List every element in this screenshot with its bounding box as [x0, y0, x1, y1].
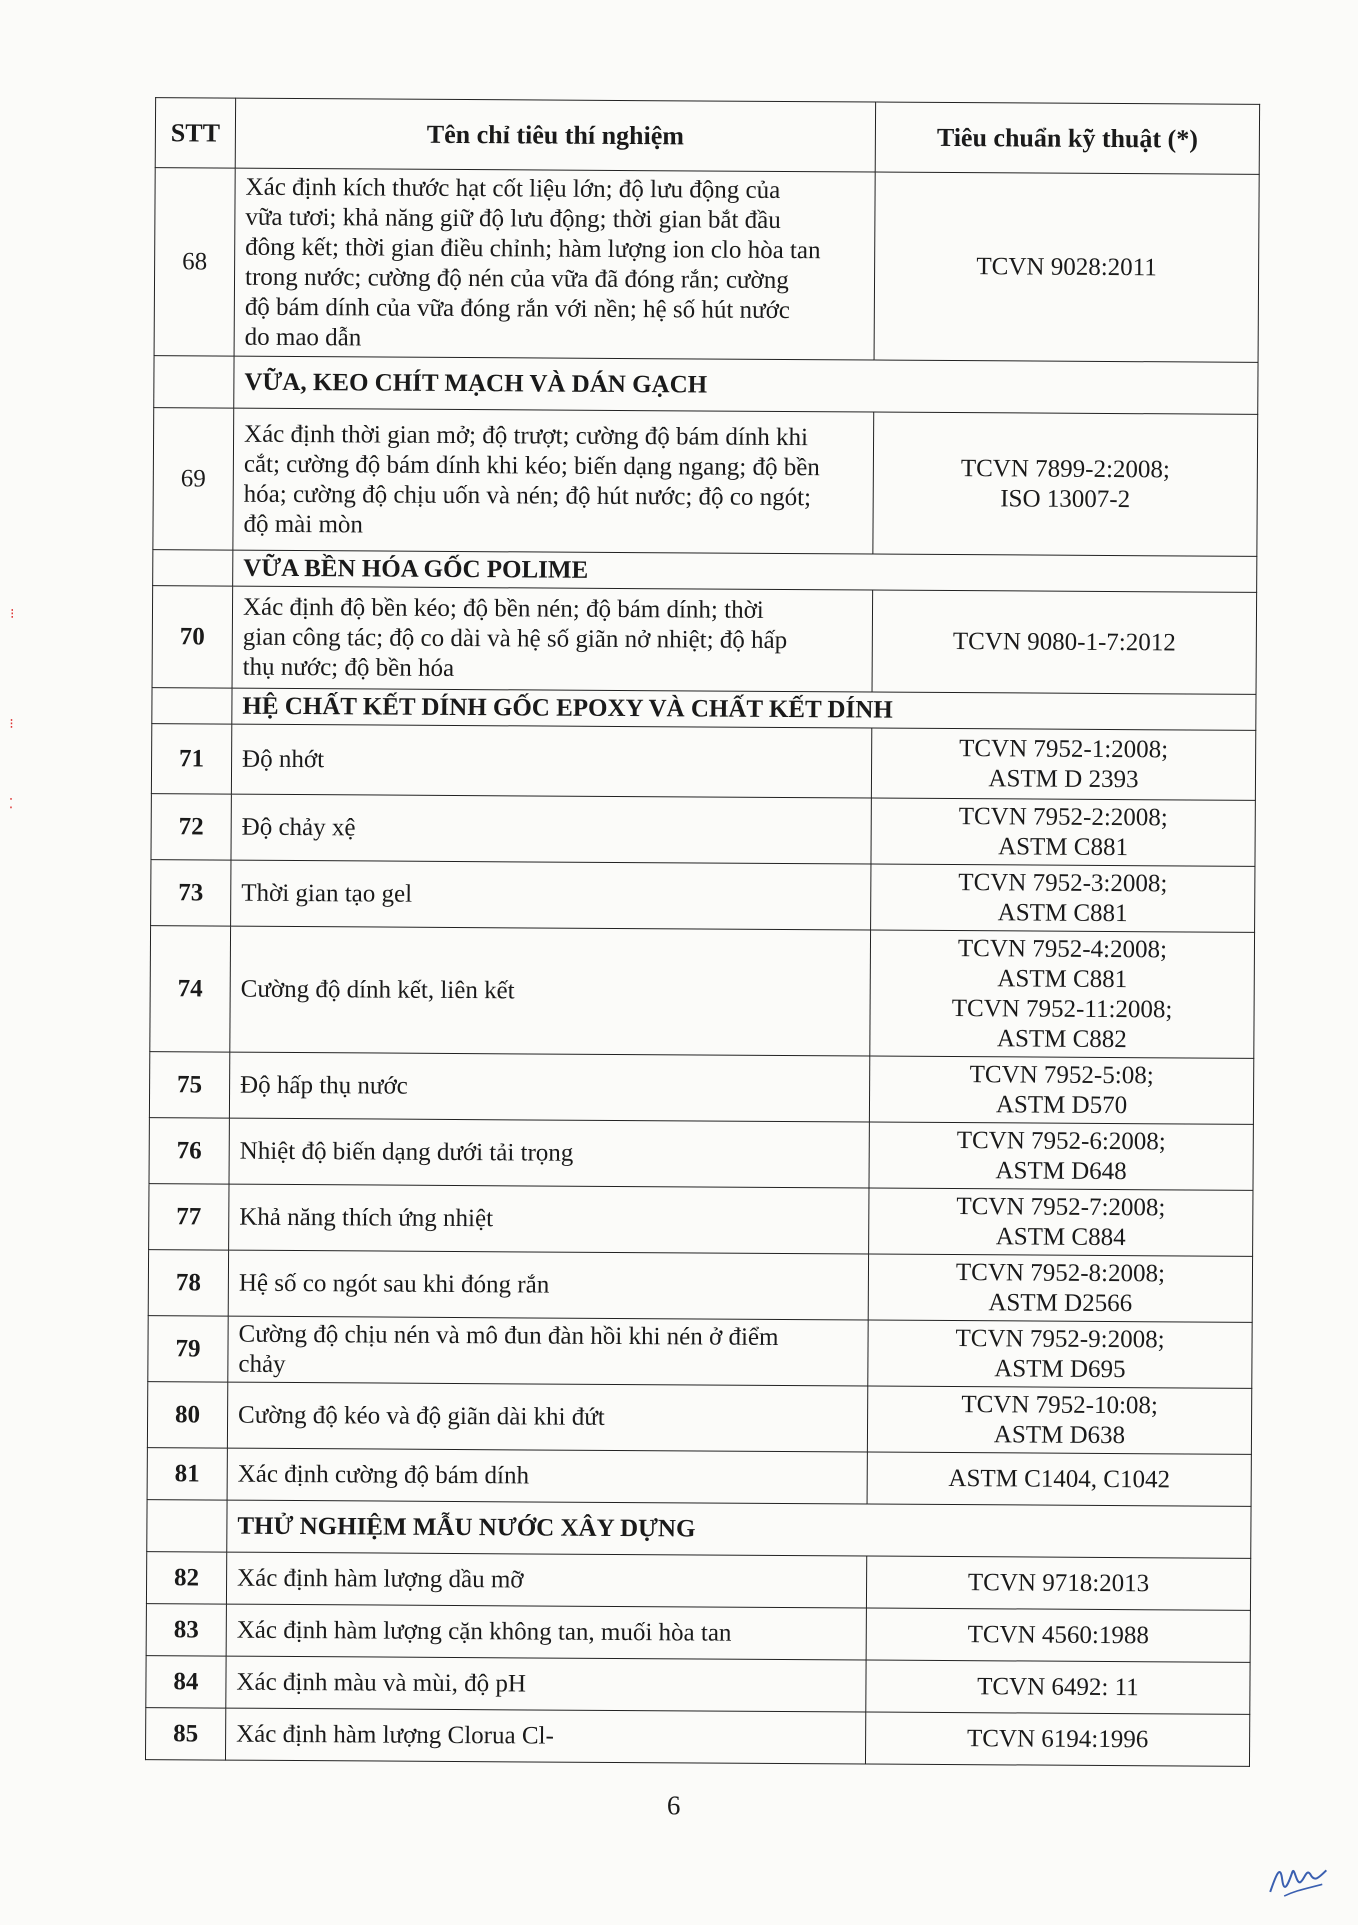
test-name-line: Cường độ dính kết, liên kết	[240, 975, 515, 1004]
test-name-line: độ mài mòn	[243, 510, 364, 538]
row-number: 70	[152, 586, 233, 688]
row-number: 74	[150, 926, 231, 1052]
test-name-cell	[226, 1656, 866, 1712]
standard-line: TCVN 4560:1988	[967, 1620, 1149, 1649]
standard-line: ASTM D570	[995, 1090, 1128, 1119]
standard-cell	[872, 590, 1257, 694]
table-row	[146, 1604, 1250, 1663]
standard-line: TCVN 9028:2011	[976, 252, 1157, 281]
test-name-cell	[228, 1250, 868, 1320]
test-name-line: Độ chảy xệ	[241, 813, 356, 841]
standard-line: TCVN 7952-1:2008;	[959, 734, 1169, 763]
row-number: 82	[146, 1552, 226, 1604]
table-row	[153, 408, 1258, 557]
standard-line: TCVN 6194:1996	[966, 1724, 1149, 1753]
test-name-cell	[225, 1708, 865, 1764]
standard-cell	[870, 930, 1255, 1058]
row-number: 72	[151, 794, 231, 860]
table-row	[150, 926, 1255, 1059]
standard-cell	[869, 1056, 1253, 1124]
standard-cell	[866, 1556, 1250, 1610]
test-name-cell	[226, 1552, 866, 1608]
test-name-line: Xác định hàm lượng dầu mỡ	[237, 1564, 524, 1593]
test-name-line: chảy	[238, 1350, 286, 1378]
standard-line: ASTM D638	[993, 1420, 1126, 1449]
standard-line: ASTM D2566	[988, 1288, 1133, 1317]
test-name-cell	[227, 1448, 867, 1504]
table-row	[151, 724, 1255, 801]
margin-mark: ⁝	[9, 607, 15, 623]
row-number: 83	[146, 1604, 226, 1656]
standard-line: TCVN 7952-8:2008;	[955, 1258, 1166, 1287]
standard-cell	[871, 798, 1255, 866]
table-row	[154, 168, 1259, 363]
standard-line: ASTM C881	[998, 832, 1129, 861]
standard-line: ASTM C1404, C1042	[948, 1464, 1171, 1493]
page-number: 6	[666, 1790, 681, 1821]
test-name-line: Xác định thời gian mở; độ trượt; cường độ bám dính khi	[244, 420, 809, 451]
test-name-cell	[231, 794, 871, 864]
test-name-cell	[233, 408, 874, 554]
standard-cell	[868, 1320, 1252, 1388]
standard-line: TCVN 7899-2:2008;	[960, 454, 1170, 483]
standard-cell	[871, 728, 1255, 800]
test-name-cell	[232, 586, 873, 692]
standard-line: ASTM D648	[995, 1156, 1127, 1185]
test-name-line: Xác định màu và mùi, độ pH	[236, 1668, 527, 1697]
table-row	[152, 586, 1257, 695]
standard-cell	[873, 412, 1258, 556]
standard-line: TCVN 7952-6:2008;	[956, 1126, 1166, 1155]
standard-line: TCVN 7952-2:2008;	[958, 802, 1168, 831]
row-number: 78	[148, 1250, 228, 1316]
test-name-cell	[226, 1604, 866, 1660]
standard-cell	[868, 1254, 1252, 1322]
section-title: HỆ CHẤT KẾT DÍNH GỐC EPOXY VÀ CHẤT KẾT DÍNH	[232, 688, 1256, 730]
test-name-line: Xác định độ bền kéo; độ bền nén; độ bám dính; thời	[242, 593, 764, 624]
table-row	[145, 1708, 1249, 1767]
test-name-cell	[230, 926, 871, 1056]
row-number: 69	[153, 408, 234, 550]
header-test-name: Tên chỉ tiêu thí nghiệm	[235, 98, 875, 172]
test-name-line: do mao dẫn	[244, 323, 362, 351]
table-row	[147, 1448, 1251, 1507]
standard-line: TCVN 7952-7:2008;	[956, 1192, 1166, 1221]
standard-cell	[871, 864, 1255, 932]
test-name-cell	[229, 1184, 869, 1254]
row-number: 76	[149, 1118, 229, 1184]
test-name-line: hóa; cường độ chịu uốn và nén; độ hút nước; độ co ngót;	[243, 480, 812, 511]
row-number: 73	[151, 860, 231, 926]
test-name-line: Nhiệt độ biến dạng dưới tải trọng	[239, 1137, 574, 1167]
table-row	[147, 1382, 1251, 1455]
row-number: 77	[149, 1184, 229, 1250]
row-number: 68	[154, 168, 235, 356]
standard-cell	[869, 1122, 1253, 1190]
row-number: 71	[151, 724, 231, 794]
test-name-line: độ bám dính của vữa đóng rắn với nền; hệ số hút nước	[244, 293, 791, 324]
standard-line: TCVN 7952-9:2008;	[955, 1324, 1165, 1353]
standard-cell	[865, 1712, 1249, 1766]
standard-line: TCVN 9718:2013	[967, 1568, 1150, 1597]
section-row	[154, 356, 1258, 415]
row-number: 75	[149, 1052, 229, 1118]
test-name-line: Độ hấp thụ nước	[240, 1071, 408, 1100]
row-number: 80	[147, 1382, 227, 1448]
table-header-row	[155, 98, 1259, 175]
test-name-line: Khả năng thích ứng nhiệt	[239, 1203, 494, 1232]
section-title: THỬ NGHIỆM MẪU NƯỚC XÂY DỰNG	[227, 1500, 1251, 1558]
test-name-line: cắt; cường độ bám dính khi kéo; biến dạng ngang; độ bền	[243, 450, 820, 481]
table-row	[148, 1250, 1252, 1323]
standard-line: ASTM C881	[997, 898, 1128, 927]
table-body	[145, 168, 1259, 1767]
table-row	[151, 860, 1255, 933]
section-title: VỮA, KEO CHÍT MẠCH VÀ DÁN GẠCH	[234, 356, 1258, 414]
standard-line: ASTM C882	[996, 1024, 1127, 1053]
row-number: 85	[145, 1708, 225, 1760]
test-name-line: Xác định cường độ bám dính	[237, 1460, 530, 1489]
row-number: 81	[147, 1448, 227, 1500]
table-row	[148, 1316, 1252, 1389]
margin-mark: ⁝	[9, 717, 14, 733]
standard-cell	[874, 172, 1259, 362]
standard-cell	[869, 1188, 1253, 1256]
standard-line: TCVN 7952-3:2008;	[958, 868, 1168, 897]
section-stt-empty	[153, 550, 233, 586]
test-name-cell	[234, 168, 875, 360]
test-name-line: gian công tác; độ co dài và hệ số giãn nở nhiệt; độ hấp	[242, 623, 788, 654]
signature-mark	[1262, 1854, 1332, 1904]
standard-cell	[867, 1452, 1251, 1506]
section-stt-empty	[152, 688, 232, 724]
standard-line: ASTM C881	[997, 964, 1128, 993]
standard-line: TCVN 7952-5:08;	[969, 1060, 1154, 1089]
test-name-cell	[229, 1118, 869, 1188]
standard-line: ASTM D695	[994, 1354, 1126, 1383]
test-name-cell	[229, 1052, 869, 1122]
table-row	[149, 1184, 1253, 1257]
test-name-line: Độ nhớt	[242, 745, 325, 773]
test-name-cell	[231, 724, 871, 798]
row-number: 79	[148, 1316, 228, 1382]
header-technical-standard: Tiêu chuẩn kỹ thuật (*)	[875, 102, 1259, 174]
test-name-cell	[227, 1382, 867, 1452]
margin-mark: ⁚	[8, 797, 14, 813]
standard-line: ASTM D 2393	[988, 764, 1139, 793]
table-row	[149, 1052, 1253, 1125]
row-number: 84	[146, 1656, 226, 1708]
standard-line: TCVN 6492: 11	[977, 1672, 1139, 1701]
standard-line: TCVN 9080-1-7:2012	[952, 627, 1176, 656]
test-name-line: Xác định kích thước hạt cốt liệu lớn; độ lưu động của	[245, 173, 781, 204]
section-row	[147, 1500, 1251, 1559]
header-stt: STT	[155, 98, 235, 168]
test-standards-table	[145, 97, 1260, 1767]
test-name-cell	[231, 860, 871, 930]
section-stt-empty	[154, 356, 234, 408]
standard-line: ASTM C884	[995, 1222, 1126, 1251]
standard-line: TCVN 7952-4:2008;	[957, 934, 1168, 963]
test-name-line: trong nước; cường độ nén của vữa đã đóng rắn; cường	[244, 263, 789, 294]
test-name-line: Cường độ chịu nén và mô đun đàn hồi khi nén ở điểm	[238, 1320, 779, 1351]
test-name-line: thụ nước; độ bền hóa	[242, 653, 455, 682]
test-name-line: Cường độ kéo và độ giãn dài khi đứt	[238, 1401, 605, 1431]
standard-line: TCVN 7952-10:08;	[961, 1390, 1159, 1419]
standard-cell	[866, 1660, 1250, 1714]
table-row	[146, 1656, 1250, 1715]
test-name-cell	[228, 1316, 868, 1386]
test-name-line: Xác định hàm lượng Clorua Cl-	[236, 1720, 554, 1750]
table-row	[151, 794, 1255, 867]
test-name-line: Hệ số co ngót sau khi đóng rắn	[238, 1269, 550, 1299]
test-name-line: Xác định hàm lượng cặn không tan, muối hòa tan	[236, 1616, 732, 1647]
test-name-line: Thời gian tạo gel	[241, 879, 413, 908]
section-stt-empty	[147, 1500, 227, 1552]
standard-cell	[867, 1386, 1251, 1454]
standard-line: TCVN 7952-11:2008;	[951, 994, 1173, 1023]
test-name-line: đông kết; thời gian điều chỉnh; hàm lượng ion clo hòa tan	[245, 233, 821, 264]
section-title: VỮA BỀN HÓA GỐC POLIME	[233, 550, 1257, 592]
table-row	[149, 1118, 1253, 1191]
standard-cell	[866, 1608, 1250, 1662]
standard-line: ISO 13007-2	[1000, 484, 1131, 513]
test-name-line: vữa tươi; khả năng giữ độ lưu động; thời gian bắt đầu	[245, 203, 781, 234]
table-row	[146, 1552, 1250, 1611]
